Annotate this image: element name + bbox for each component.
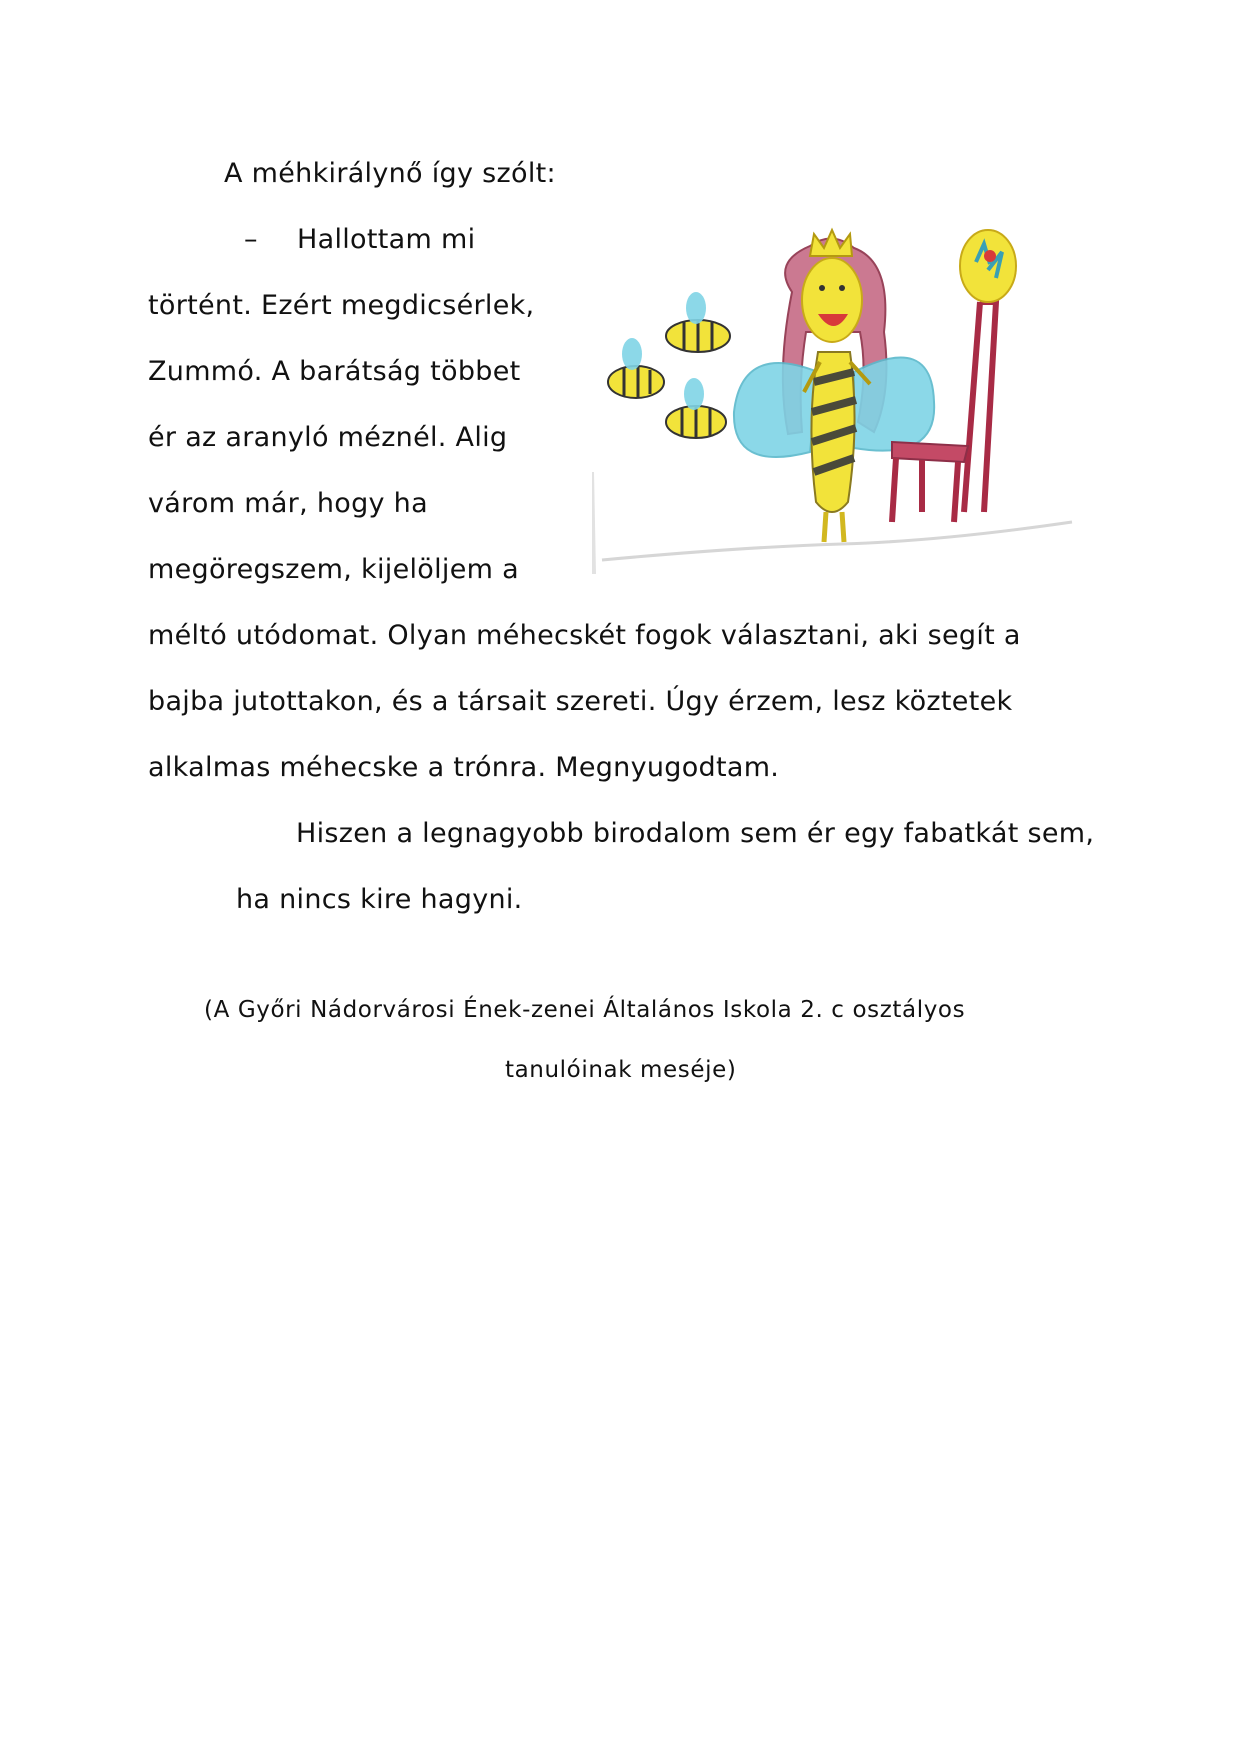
wing-left xyxy=(734,363,818,457)
queen-eye-right xyxy=(839,285,845,291)
wing-right xyxy=(854,357,934,450)
closing-line-1: Hiszen a legnagyobb birodalom sem ér egy fabatkát sem, xyxy=(296,818,1095,849)
ground-line xyxy=(602,522,1072,560)
chair-legs xyxy=(892,458,958,522)
speech-line-5: várom már, hogy ha xyxy=(148,488,428,519)
crown-icon xyxy=(810,230,852,256)
speech-line-7: méltó utódomat. Olyan méhecskét fogok választani, aki segít a xyxy=(148,620,1021,651)
speech-line-3: Zummó. A barátság többet xyxy=(148,356,521,387)
queen-eye-left xyxy=(819,285,825,291)
credit-line-2: tanulóinak meséje) xyxy=(505,1057,737,1083)
bee-small-1 xyxy=(666,292,730,352)
intro-line: A méhkirálynő így szólt: xyxy=(224,158,556,189)
speech-line-9: alkalmas méhecske a trónra. Megnyugodtam. xyxy=(148,752,780,783)
chair-ornament-flower xyxy=(984,250,996,262)
speech-line-6: megöregszem, kijelöljem a xyxy=(148,554,519,585)
bee-small-3 xyxy=(666,378,726,438)
bee-small-2 xyxy=(608,338,664,398)
speech-line-4: ér az aranyló méznél. Alig xyxy=(148,422,508,453)
speech-dash: – xyxy=(244,224,258,255)
closing-line-2: ha nincs kire hagyni. xyxy=(236,884,523,915)
chair-seat xyxy=(892,442,968,462)
chair-back xyxy=(964,302,996,512)
queen-legs xyxy=(824,512,844,542)
bee-queen-drawing xyxy=(592,222,1080,574)
speech-line-8: bajba jutottakon, és a társait szereti. Úgy érzem, lesz köztetek xyxy=(148,686,1013,717)
credit-line-1: (A Győri Nádorvárosi Ének-zenei Általános Iskola 2. c osztályos xyxy=(204,997,966,1023)
speech-line-1: Hallottam mi xyxy=(297,224,476,255)
speech-line-2: történt. Ezért megdicsérlek, xyxy=(148,290,535,321)
chair-ornament xyxy=(960,230,1016,302)
paper-edge xyxy=(592,472,594,574)
queen-face xyxy=(802,258,862,342)
